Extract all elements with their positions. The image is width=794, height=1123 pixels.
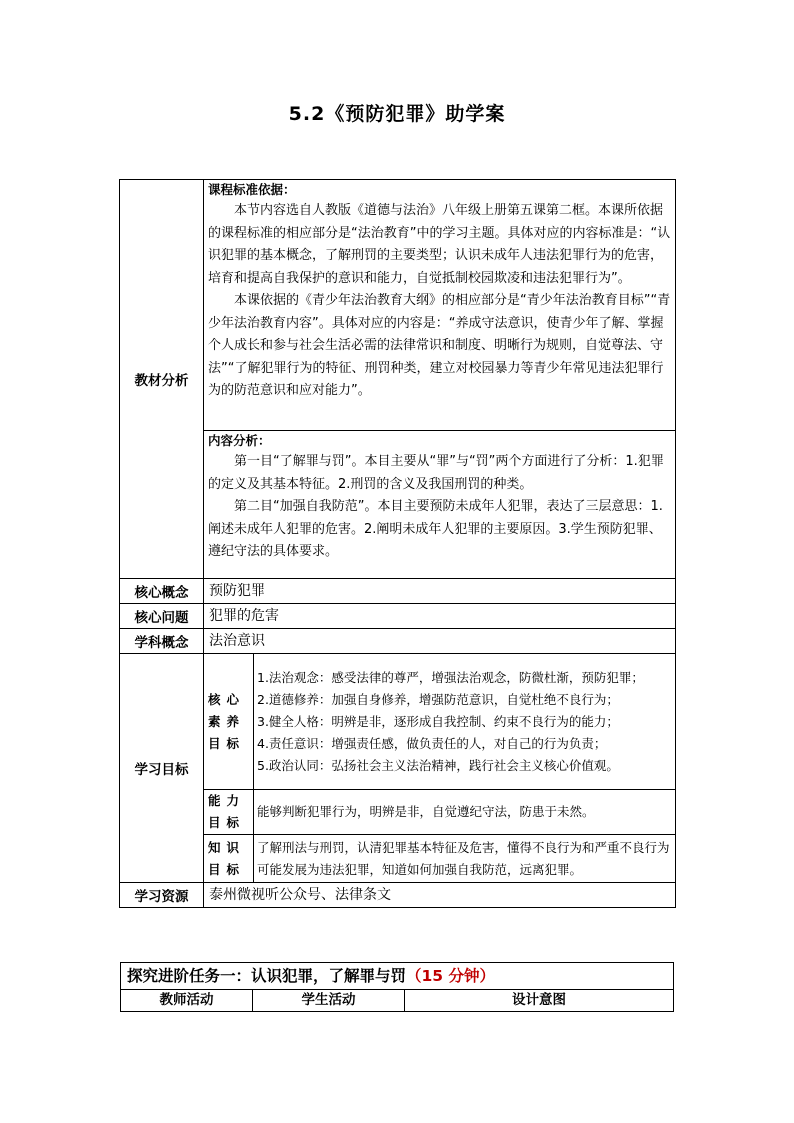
textbook-analysis-row (120, 180, 676, 431)
column-header-teacher: 教师活动 (121, 990, 253, 1012)
standard-basis-cell (204, 180, 676, 431)
task-table (120, 962, 674, 1012)
core-concept-row (120, 579, 676, 604)
content-paragraph: 第二目“加强自我防范”。本目主要预防未成年人犯罪，表达了三层意思：1.阐述未成年人犯罪的危害。2.阐明未成年人犯罪的主要原因。3.学生预防犯罪、遵纪守法的具体要求。 (208, 499, 663, 559)
knowledge-goal-text: 了解刑法与刑罚，认清犯罪基本特征及危害，懂得不良行为和严重不良行为可能发展为违法犯罪，知道如何加强自我防范，远离犯罪。 (254, 835, 676, 883)
standard-paragraph: 本节内容选自人教版《道德与法治》八年级上册第五课第二框。本课所依据的课程标准的相应部分是“法治教育”中的学习主题。具体对应的内容标准是：“认识犯罪的基本概念，了解刑罚的主要类型；认识未成年人违法犯罪行为的危害，培育和提高自我保护的意识和能力，自觉抵制校园欺凌和违法犯罪行为”。 (208, 203, 671, 286)
core-concept-value: 预防犯罪 (204, 579, 676, 604)
task-duration: （15 分钟） (406, 967, 495, 985)
literacy-goal-list (254, 654, 676, 790)
ability-goal-label: 能力目标 (204, 790, 254, 835)
task-title-cell (121, 963, 674, 990)
resources-row (120, 883, 676, 908)
literacy-goal-item: 3.健全人格：明辨是非，逐形成自我控制、约束不良行为的能力； (257, 713, 619, 729)
literacy-goal-item: 5.政治认同：弘扬社会主义法治精神，践行社会主义核心价值观。 (257, 757, 619, 773)
subject-concept-value: 法治意识 (204, 629, 676, 654)
column-header-student: 学生活动 (253, 990, 405, 1012)
literacy-goal-label: 核心素养目标 (204, 654, 254, 790)
literacy-goal-row (120, 654, 676, 790)
core-question-row (120, 604, 676, 629)
resources-label: 学习资源 (120, 883, 204, 908)
learning-goals-label: 学习目标 (120, 654, 204, 883)
knowledge-goal-label: 知识目标 (204, 835, 254, 883)
core-concept-label: 核心概念 (120, 579, 204, 604)
textbook-analysis-label: 教材分析 (120, 180, 204, 579)
task-columns-row (121, 990, 674, 1012)
lesson-info-table (119, 179, 676, 908)
core-question-value: 犯罪的危害 (204, 604, 676, 629)
content-analysis-cell (204, 431, 676, 579)
literacy-goal-item: 1.法治观念：感受法律的尊严，增强法治观念，防微杜渐，预防犯罪； (257, 669, 644, 685)
ability-goal-row (120, 790, 676, 835)
literacy-goal-item: 4.责任意识：增强责任感，做负责任的人，对自己的行为负责； (257, 735, 607, 751)
knowledge-goal-row (120, 835, 676, 883)
column-header-design: 设计意图 (405, 990, 674, 1012)
literacy-goal-item: 2.道德修养：加强自身修养，增强防范意识，自觉杜绝不良行为； (257, 691, 619, 707)
task-title-row (121, 963, 674, 990)
content-paragraph: 第一目“了解罪与罚”。本目主要从“罪”与“罚”两个方面进行了分析：1.犯罪的定义及其基本特征。2.刑罚的含义及我国刑罚的种类。 (208, 454, 664, 492)
subject-concept-label: 学科概念 (120, 629, 204, 654)
ability-goal-text: 能够判断犯罪行为，明辨是非，自觉遵纪守法，防患于未然。 (254, 790, 676, 835)
page-title: 5.2《预防犯罪》助学案 (288, 103, 506, 125)
standard-heading: 课程标准依据： (208, 182, 296, 197)
content-heading: 内容分析： (208, 433, 271, 448)
task-title: 探究进阶任务一：认识犯罪，了解罪与罚 (127, 967, 407, 985)
subject-concept-row (120, 629, 676, 654)
resources-value: 泰州微视听公众号、法律条文 (204, 883, 676, 908)
core-question-label: 核心问题 (120, 604, 204, 629)
standard-paragraph: 本课依据的《青少年法治教育大纲》的相应部分是“青少年法治教育目标”“青少年法治教育内容”。具体对应的内容是：“养成守法意识，使青少年了解、掌握个人成长和参与社会生活必需的法律常识和制度、明晰行为规则，自觉尊法、守法”“了解犯罪行为的特征、刑罚种类，建立对校园暴力等青少年常见违法犯罪行为的防范意识和应对能力”。 (208, 293, 671, 398)
content-analysis-row (120, 431, 676, 579)
